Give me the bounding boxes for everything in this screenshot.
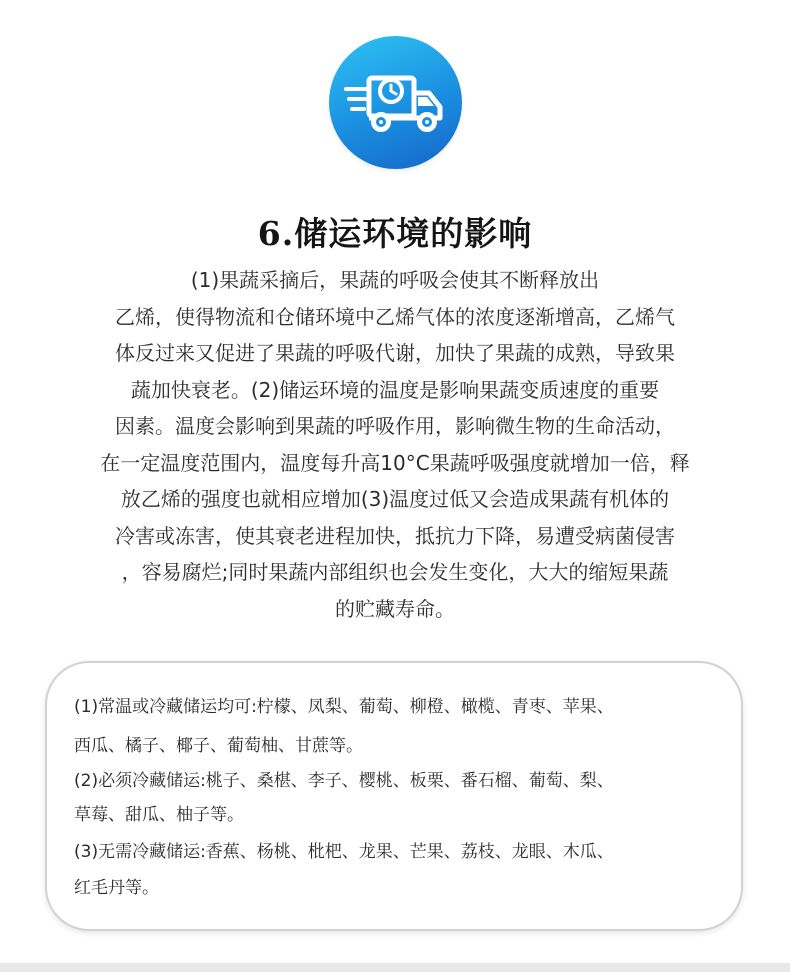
paragraph-line: 体反过来又促进了果蔬的呼吸代谢，加快了果蔬的成熟，导致果	[115, 341, 675, 365]
truck-badge	[329, 36, 462, 169]
paragraph-line: ，容易腐烂;同时果蔬内部组织也会发生变化，大大的缩短果蔬	[121, 560, 669, 584]
card-line-2: 西瓜、橘子、椰子、葡萄柚、甘蔗等。	[74, 736, 363, 756]
paragraph-line: (1)果蔬采摘后，果蔬的呼吸会使其不断释放出	[190, 268, 600, 292]
section-title: 6.储运环境的影响	[257, 214, 533, 253]
card-line-3: (2)必须冷藏储运:桃子、桑椹、李子、樱桃、板栗、番石榴、葡萄、梨、	[74, 771, 614, 791]
paragraph-line: 因素。温度会影响到果蔬的呼吸作用，影响微生物的生命活动，	[115, 414, 675, 438]
paragraph-line: 在一定温度范围内，温度每升高10°C果蔬呼吸强度就增加一倍，释	[100, 450, 690, 475]
paragraph-line: 乙烯，使得物流和仓储环境中乙烯气体的浓度逐渐增高，乙烯气	[115, 304, 675, 329]
card-line-6: 红毛丹等。	[74, 878, 159, 898]
paragraph-line: 冷害或冻害，使其衰老进程加快，抵抗力下降，易遭受病菌侵害	[115, 523, 675, 548]
storage-category-card	[45, 661, 743, 931]
paragraph-line: 蔬加快衰老。(2)储运环境的温度是影响果蔬变质速度的重要	[130, 377, 660, 402]
paragraph-line: 放乙烯的强度也就相应增加(3)温度过低又会造成果蔬有机体的	[120, 487, 670, 511]
card-line-1: (1)常温或冷藏储运均可:柠檬、凤梨、葡萄、柳橙、橄榄、青枣、苹果、	[74, 697, 614, 717]
card-line-5: (3)无需冷藏储运:香蕉、杨桃、枇杷、龙果、芒果、荔枝、龙眼、木瓜、	[74, 842, 614, 862]
bottom-divider	[0, 963, 790, 972]
delivery-truck-clock-icon	[329, 36, 462, 169]
body-paragraph	[25, 262, 765, 627]
paragraph-line: 的贮藏寿命。	[335, 596, 455, 621]
card-line-4: 草莓、甜瓜、柚子等。	[74, 805, 244, 825]
